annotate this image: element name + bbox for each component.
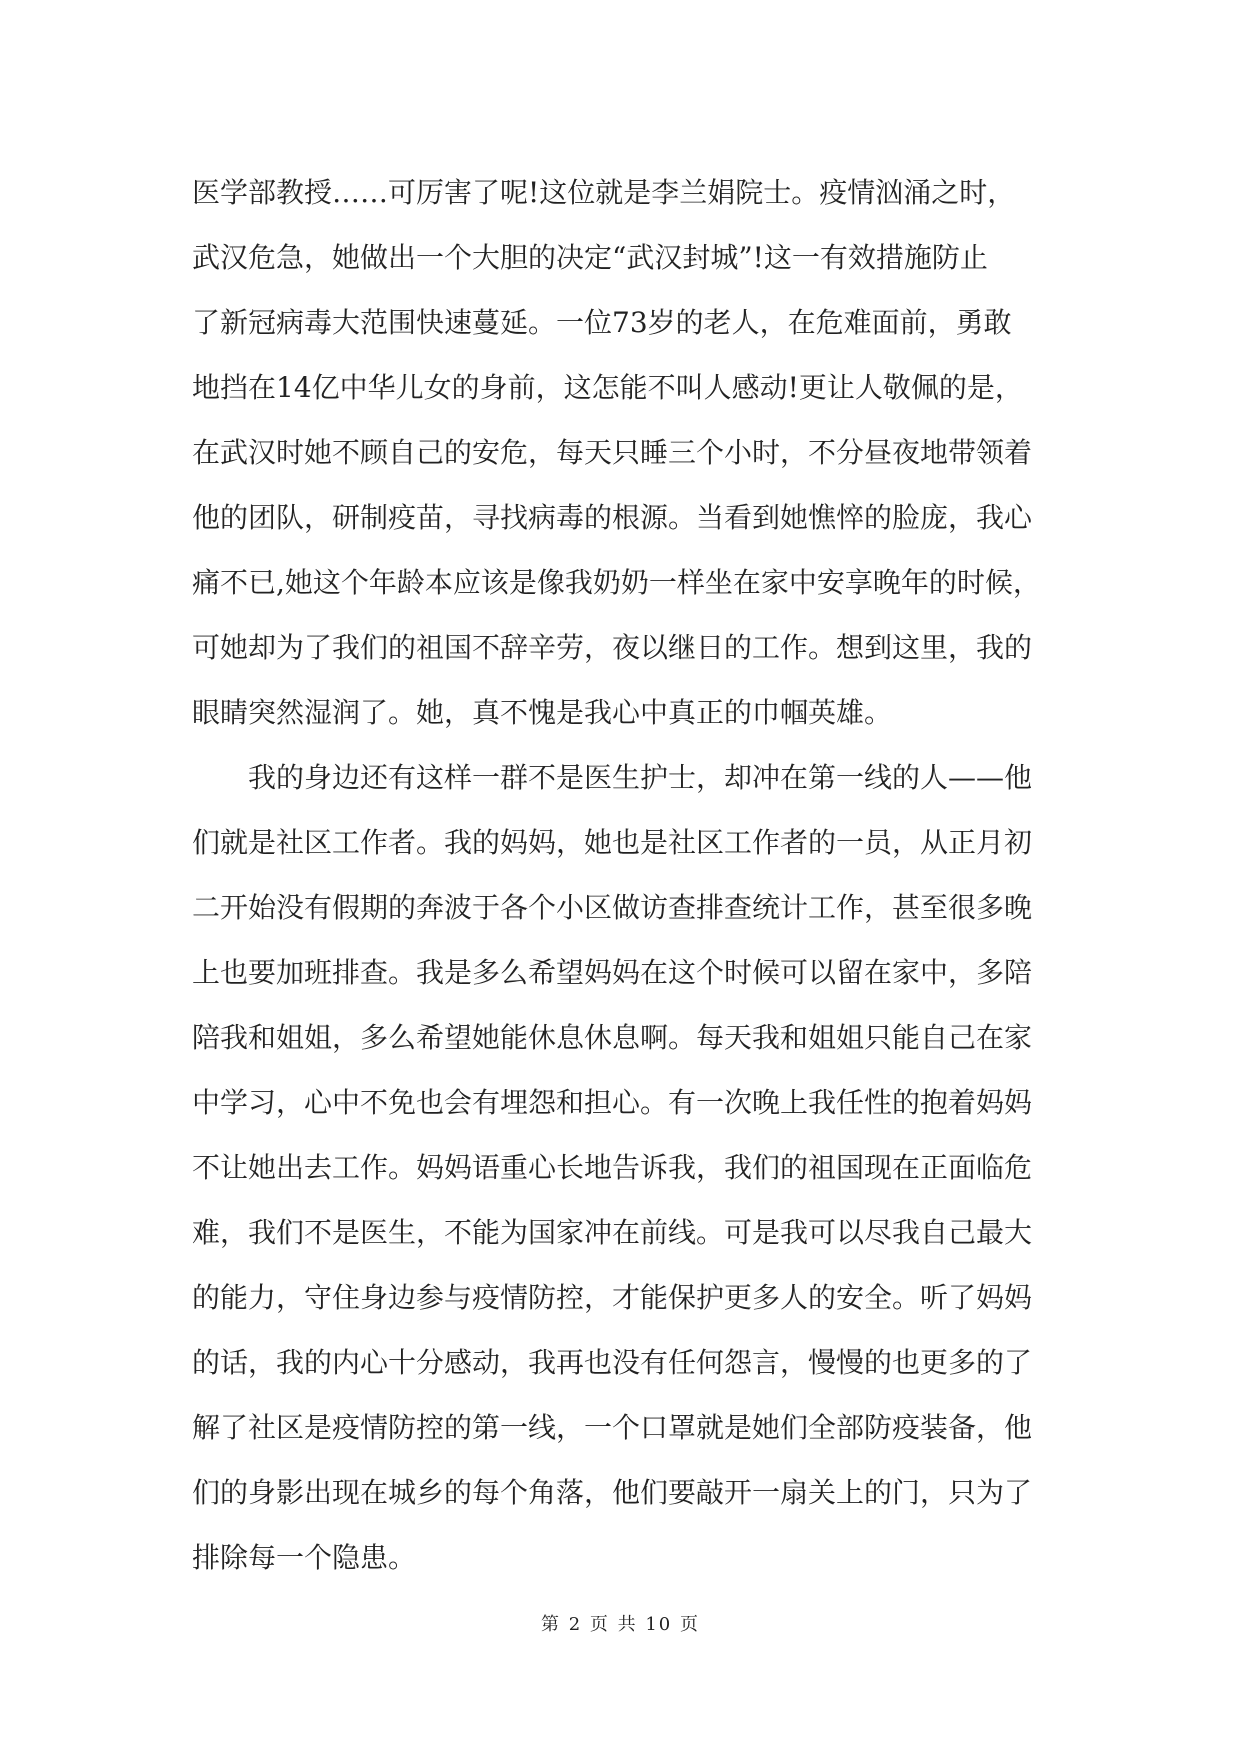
text-line: 解了社区是疫情防控的第一线，一个口罩就是她们全部防疫装备，他 bbox=[192, 1411, 1033, 1444]
text-line: 排除每一个隐患。 bbox=[192, 1541, 417, 1574]
text-line: 不让她出去工作。妈妈语重心长地告诉我，我们的祖国现在正面临危 bbox=[192, 1151, 1033, 1184]
text-line: 二开始没有假期的奔波于各个小区做访查排查统计工作，甚至很多晚 bbox=[192, 891, 1033, 924]
text-line: 们的身影出现在城乡的每个角落，他们要敲开一扇关上的门，只为了 bbox=[192, 1476, 1033, 1509]
text-line: 陪我和姐姐，多么希望她能休息休息啊。每天我和姐姐只能自己在家 bbox=[192, 1021, 1033, 1054]
text-line: 上也要加班排查。我是多么希望妈妈在这个时候可以留在家中，多陪 bbox=[192, 956, 1033, 989]
text-line: 痛不已,她这个年龄本应该是像我奶奶一样坐在家中安享晚年的时候， bbox=[192, 566, 1041, 599]
text-line: 地挡在14亿中华儿女的身前，这怎能不叫人感动!更让人敬佩的是， bbox=[192, 371, 1023, 404]
text-line: 的话，我的内心十分感动，我再也没有任何怨言，慢慢的也更多的了 bbox=[192, 1346, 1033, 1379]
text-line: 眼睛突然湿润了。她，真不愧是我心中真正的巾帼英雄。 bbox=[192, 696, 893, 729]
page-number-label: 第 2 页 共 10 页 bbox=[541, 1614, 700, 1635]
text-line: 他的团队，研制疫苗，寻找病毒的根源。当看到她憔悴的脸庞，我心 bbox=[192, 501, 1033, 534]
text-line: 难，我们不是医生，不能为国家冲在前线。可是我可以尽我自己最大 bbox=[192, 1216, 1033, 1249]
body-text bbox=[192, 160, 1052, 1590]
text-line: 中学习，心中不免也会有埋怨和担心。有一次晚上我任性的抱着妈妈 bbox=[192, 1086, 1033, 1119]
text-line: 在武汉时她不顾自己的安危，每天只睡三个小时，不分昼夜地带领着 bbox=[192, 436, 1033, 469]
page-footer bbox=[0, 1610, 1241, 1636]
text-line: 武汉危急，她做出一个大胆的决定“武汉封城”!这一有效措施防止 bbox=[192, 241, 988, 274]
text-line: 们就是社区工作者。我的妈妈，她也是社区工作者的一员，从正月初 bbox=[192, 826, 1033, 859]
text-line: 医学部教授……可厉害了呢!这位就是李兰娟院士。疫情汹涌之时， bbox=[192, 176, 1016, 209]
text-line: 的能力，守住身边参与疫情防控，才能保护更多人的安全。听了妈妈 bbox=[192, 1281, 1033, 1314]
paragraph-first-line: 我的身边还有这样一群不是医生护士，却冲在第一线的人——他 bbox=[248, 761, 1033, 794]
text-line: 可她却为了我们的祖国不辞辛劳，夜以继日的工作。想到这里，我的 bbox=[192, 631, 1033, 664]
text-line: 了新冠病毒大范围快速蔓延。一位73岁的老人，在危难面前，勇敢 bbox=[192, 306, 1012, 339]
